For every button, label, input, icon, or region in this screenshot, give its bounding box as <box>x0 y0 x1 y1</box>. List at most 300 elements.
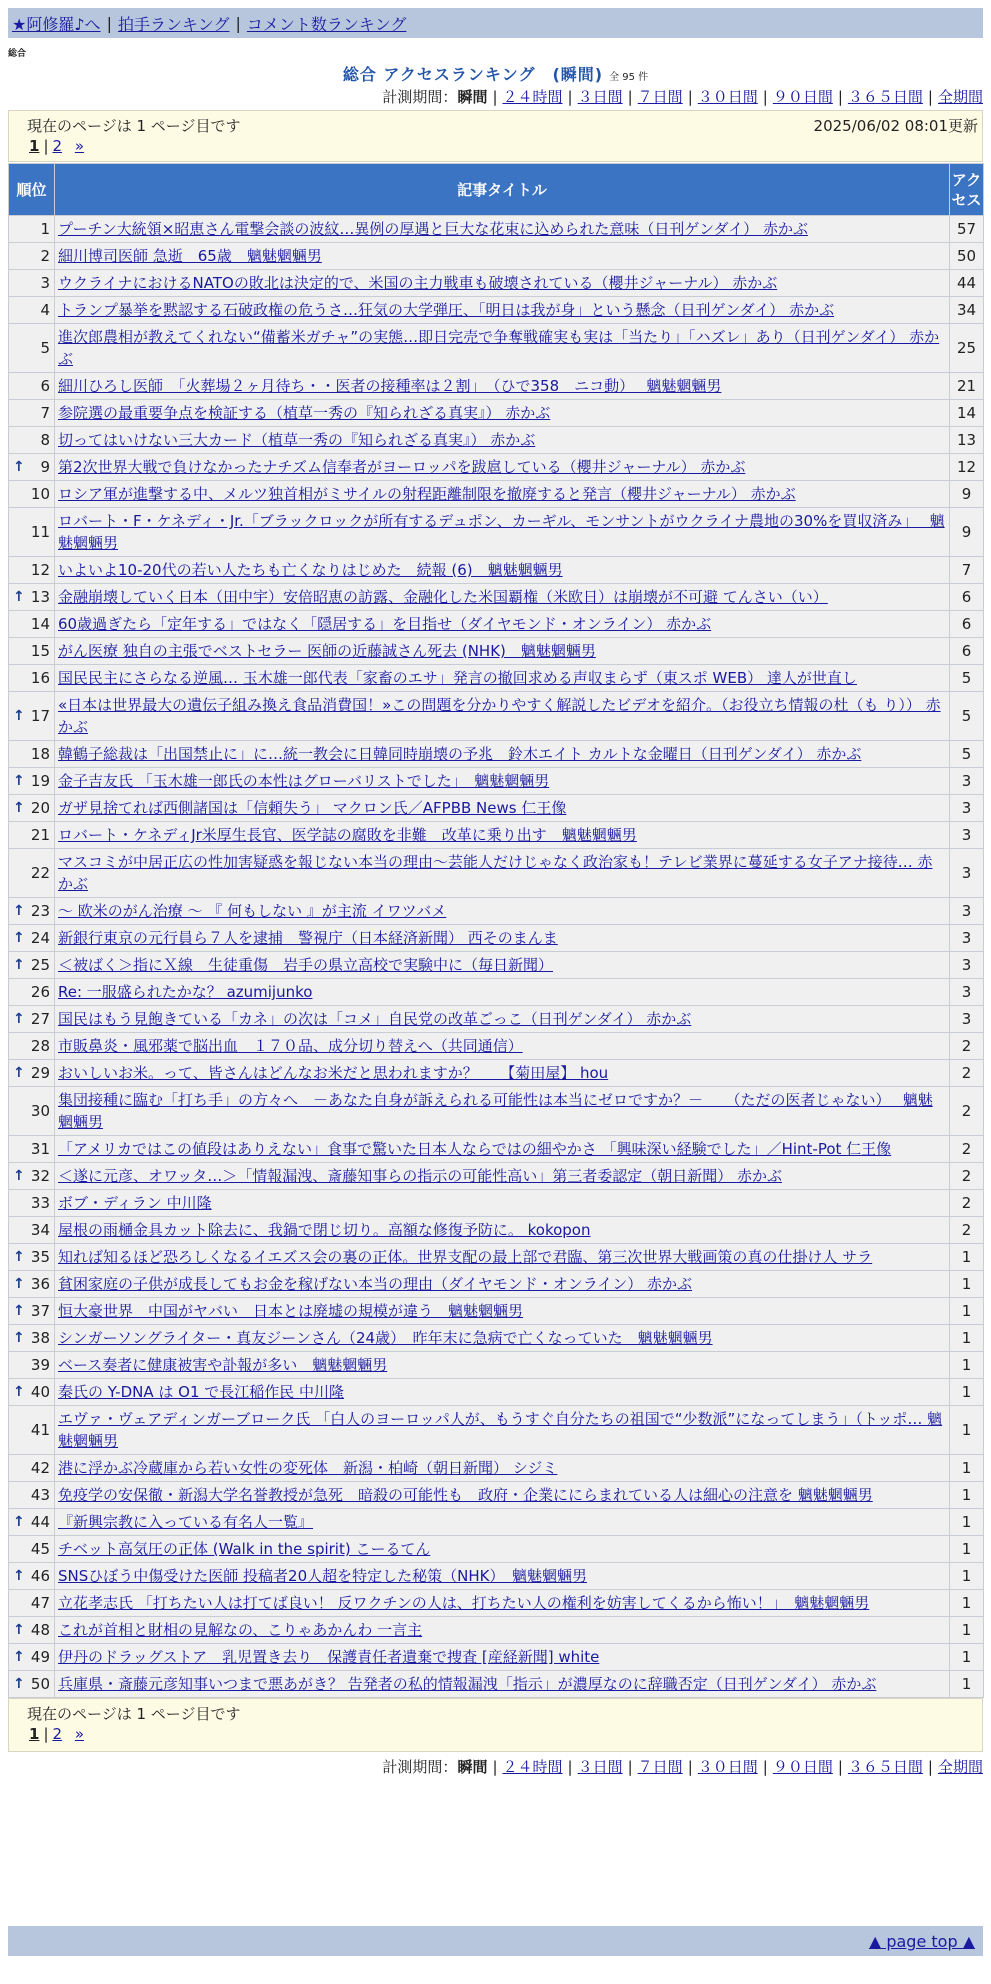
table-row <box>9 216 984 243</box>
period-separator: | <box>837 1758 843 1776</box>
title-cell <box>55 925 950 952</box>
table-row <box>9 1563 984 1590</box>
title-cell <box>55 741 950 768</box>
nav-separator: | <box>235 13 241 33</box>
rank-cell <box>9 1671 55 1698</box>
article-link[interactable]: ＜被ばく＞指にＸ線 生徒重傷 岩手の県立高校で実験中に（毎日新聞） <box>58 956 554 974</box>
rank-number: 2 <box>40 247 50 265</box>
table-row <box>9 1644 984 1671</box>
title-cell <box>55 373 950 400</box>
table-row <box>9 1379 984 1406</box>
article-link[interactable]: 第2次世界大戦で負けなかったナチズム信奉者がヨーロッパを跋扈している（櫻井ジャーナル） 赤かぶ <box>58 458 746 476</box>
rank-up-arrow-icon: ↑ <box>13 1168 25 1184</box>
rank-number: 25 <box>30 956 50 974</box>
rank-up-arrow-icon: ↑ <box>13 1249 25 1265</box>
access-count: 1 <box>950 1455 984 1482</box>
title-cell <box>55 952 950 979</box>
title-cell <box>55 1163 950 1190</box>
rank-number: 38 <box>30 1329 50 1347</box>
rank-number: 15 <box>30 642 50 660</box>
rank-cell <box>9 1087 55 1136</box>
period-link[interactable]: ７日間 <box>637 88 683 106</box>
article-link[interactable]: 細川ひろし医師 「火葬場２ヶ月待ち・・医者の接種率は２割」 （ひで358 ニコ動） 魑魅魍魎男 <box>58 377 722 395</box>
rank-cell <box>9 584 55 611</box>
rank-number: 36 <box>30 1275 50 1293</box>
title-cell <box>55 324 950 373</box>
period-separator: | <box>687 1758 693 1776</box>
comment-ranking-link[interactable]: コメント数ランキング <box>246 14 407 34</box>
rank-number: 19 <box>30 772 50 790</box>
article-link[interactable]: チベット高気圧の正体 (Walk in the spirit) こーるてん <box>58 1540 431 1558</box>
table-row <box>9 1352 984 1379</box>
title-cell <box>55 822 950 849</box>
access-count: 50 <box>950 243 984 270</box>
article-link[interactable]: 知れば知るほど恐ろしくなるイエズス会の裏の正体。世界支配の最上部で君臨、第三次世界大戦画策の真の仕掛け人 サラ <box>58 1248 873 1266</box>
table-row <box>9 1217 984 1244</box>
rank-cell <box>9 1271 55 1298</box>
page-1-current: 1 <box>29 137 40 155</box>
period-separator: | <box>627 88 633 106</box>
table-row <box>9 849 984 898</box>
access-count: 5 <box>950 692 984 741</box>
rank-up-arrow-icon: ↑ <box>13 1514 25 1530</box>
period-link[interactable]: ９０日間 <box>772 88 833 106</box>
top-nav-bar <box>8 8 983 38</box>
rank-number: 32 <box>30 1167 50 1185</box>
rank-number: 18 <box>30 745 50 763</box>
article-link[interactable]: 「アメリカではこの値段はありえない」食事で驚いた日本人ならではの細やかさ 「興味深い経験でした」／Hint-Pot 仁王像 <box>58 1140 892 1158</box>
rank-up-arrow-icon: ↑ <box>13 589 25 605</box>
rank-cell <box>9 216 55 243</box>
table-row <box>9 1271 984 1298</box>
rank-up-arrow-icon: ↑ <box>13 1303 25 1319</box>
article-link[interactable]: ウクライナにおけるNATOの敗北は決定的で、米国の主力戦車も破壊されている（櫻井ジャーナル） 赤かぶ <box>58 274 778 292</box>
period-link[interactable]: 全期間 <box>937 1758 983 1776</box>
rank-cell <box>9 898 55 925</box>
rank-cell <box>9 1217 55 1244</box>
table-row <box>9 822 984 849</box>
table-row <box>9 1298 984 1325</box>
rank-cell <box>9 270 55 297</box>
article-link[interactable]: おいしいお米。って、皆さんはどんなお米だと思われますか？ 【菊田屋】 hou <box>58 1064 609 1082</box>
article-link[interactable]: 国民民主にさらなる逆風… 玉木雄一郎代表「家畜のエサ」発言の撤回求める声収まらず（東スポ WEB） 達人が世直し <box>58 669 857 687</box>
title-cell <box>55 454 950 481</box>
page-info-box <box>8 110 983 162</box>
period-current: 瞬間 <box>457 88 488 106</box>
rank-number: 46 <box>30 1567 50 1585</box>
period-link[interactable]: ３６５日間 <box>847 1758 923 1776</box>
article-link[interactable]: ＜遂に元彦、オワッタ…＞「情報漏洩、斎藤知事らの指示の可能性高い」第三者委認定（朝日新聞） 赤かぶ <box>58 1167 783 1185</box>
title-cell <box>55 979 950 1006</box>
period-link[interactable]: 全期間 <box>937 88 983 106</box>
access-count: 1 <box>950 1406 984 1455</box>
rank-number: 8 <box>40 431 50 449</box>
table-row <box>9 1163 984 1190</box>
clap-ranking-link[interactable]: 拍手ランキング <box>117 14 230 34</box>
rank-up-arrow-icon: ↑ <box>13 1622 25 1638</box>
access-count: 57 <box>950 216 984 243</box>
rank-cell <box>9 692 55 741</box>
period-separator: | <box>567 88 573 106</box>
article-link[interactable]: ガザ見捨てれば西側諸国は「信頼失う」 マクロン氏／AFPBB News 仁王像 <box>58 799 567 817</box>
rank-number: 39 <box>30 1356 50 1374</box>
period-selector <box>382 86 983 107</box>
ranking-title: 総合 アクセスランキング (瞬間) <box>342 65 604 84</box>
rank-number: 21 <box>30 826 50 844</box>
rank-cell <box>9 481 55 508</box>
rank-number: 33 <box>30 1194 50 1212</box>
article-link[interactable]: 免疫学の安保徹・新潟大学名誉教授が急死 暗殺の可能性も 政府・企業ににらまれている人は細心の注意を 魑魅魍魎男 <box>58 1486 873 1504</box>
access-count: 9 <box>950 508 984 557</box>
rank-up-arrow-icon: ↑ <box>13 1649 25 1665</box>
access-count: 5 <box>950 741 984 768</box>
rank-cell <box>9 1617 55 1644</box>
table-row <box>9 741 984 768</box>
rank-up-arrow-icon: ↑ <box>13 459 25 475</box>
article-link[interactable]: プーチン大統領×昭恵さん電撃会談の波紋…異例の厚遇と巨大な花束に込められた意味（日刊ゲンダイ） 赤かぶ <box>58 220 808 238</box>
period-link[interactable]: ３日間 <box>577 88 623 106</box>
rank-cell <box>9 665 55 692</box>
access-count: 1 <box>950 1482 984 1509</box>
access-count: 3 <box>950 795 984 822</box>
rank-up-arrow-icon: ↑ <box>13 773 25 789</box>
article-link[interactable]: 切ってはいけない三大カード（植草一秀の『知られざる真実』） 赤かぶ <box>58 431 536 449</box>
title-cell <box>55 1033 950 1060</box>
table-row <box>9 768 984 795</box>
article-link[interactable]: 恒大豪世界 中国がヤバい 日本とは廃墟の規模が違う 魑魅魍魎男 <box>58 1302 524 1320</box>
article-link[interactable]: 伊丹のドラッグストア 乳児置き去り 保護責任者遺棄で捜査 [産経新聞] white <box>58 1648 600 1666</box>
access-count: 1 <box>950 1671 984 1698</box>
rank-cell <box>9 243 55 270</box>
period-link[interactable]: ７日間 <box>637 1758 683 1776</box>
table-row <box>9 1087 984 1136</box>
title-cell <box>55 1509 950 1536</box>
period-separator: | <box>927 88 933 106</box>
next-page-link[interactable]: » <box>74 1725 85 1743</box>
article-link[interactable]: ボブ・ディラン 中川隆 <box>58 1194 212 1212</box>
rank-up-arrow-icon: ↑ <box>13 1276 25 1292</box>
rank-cell <box>9 454 55 481</box>
rank-number: 16 <box>30 669 50 687</box>
rank-cell <box>9 768 55 795</box>
article-link[interactable]: 60歳過ぎたら「定年する」ではなく「隠居する」を目指せ（ダイヤモンド・オンライン） 赤かぶ <box>58 615 712 633</box>
rank-up-arrow-icon: ↑ <box>13 957 25 973</box>
pagination: 1 | 2 » <box>29 1725 85 1743</box>
rank-up-arrow-icon: ↑ <box>13 903 25 919</box>
title-cell <box>55 1455 950 1482</box>
rank-number: 24 <box>30 929 50 947</box>
title-cell <box>55 1060 950 1087</box>
article-link[interactable]: 貧困家庭の子供が成長してもお金を稼げない本当の理由（ダイヤモンド・オンライン） 赤かぶ <box>58 1275 693 1293</box>
access-count: 1 <box>950 1244 984 1271</box>
pagination: 1 | 2 » <box>29 137 85 155</box>
table-row <box>9 1006 984 1033</box>
table-row <box>9 454 984 481</box>
period-link[interactable]: ３日間 <box>577 1758 623 1776</box>
rank-number: 34 <box>30 1221 50 1239</box>
title-cell <box>55 1563 950 1590</box>
rank-cell <box>9 297 55 324</box>
rank-cell <box>9 1060 55 1087</box>
table-row <box>9 373 984 400</box>
period-separator: | <box>492 88 498 106</box>
article-link[interactable]: ～ 欧米のがん治療 ～ 『 何もしない 』が主流 イワツバメ <box>58 902 447 920</box>
article-link[interactable]: ロバート・F・ケネディ・Jr.「ブラックロックが所有するデュポン、カーギル、モンサントがウクライナ農地の30%を買収済み」 魑魅魍魎男 <box>58 512 945 552</box>
rank-number: 45 <box>30 1540 50 1558</box>
article-link[interactable]: いよいよ10-20代の若い人たちも亡くなりはじめた 続報 (6) 魑魅魍魎男 <box>58 561 563 579</box>
rank-cell <box>9 1455 55 1482</box>
rank-number: 40 <box>30 1383 50 1401</box>
title-cell <box>55 1298 950 1325</box>
article-link[interactable]: これが首相と財相の見解なの、こりゃあかんわ 一言主 <box>58 1621 423 1639</box>
rank-up-arrow-icon: ↑ <box>13 1384 25 1400</box>
title-cell <box>55 1617 950 1644</box>
period-link[interactable]: ２４時間 <box>502 88 563 106</box>
title-cell <box>55 243 950 270</box>
article-link[interactable]: «日本は世界最大の遺伝子組み換え食品消費国！»この問題を分かりやすく解説したビデオを紹介。（お役立ち情報の杜（も り）） 赤かぶ <box>58 696 941 736</box>
article-link[interactable]: ロバート・ケネディJr米厚生長官、医学誌の腐敗を非難 改革に乗り出す 魑魅魍魎男 <box>58 826 637 844</box>
rank-number: 43 <box>30 1486 50 1504</box>
period-separator: | <box>687 88 693 106</box>
current-page-text: 現在のページは 1 ページ目です <box>27 1705 241 1723</box>
access-count: 3 <box>950 1006 984 1033</box>
article-link[interactable]: 集団接種に臨む「打ち手」の方々へ －あなた自身が訴えられる可能性は本当にゼロですか？－ （ただの医者じゃない） 魑魅魍魎男 <box>58 1091 933 1131</box>
access-count: 2 <box>950 1163 984 1190</box>
article-link[interactable]: 細川博司医師 急逝 65歳 魑魅魍魎男 <box>58 247 322 265</box>
access-count: 1 <box>950 1563 984 1590</box>
access-count: 1 <box>950 1352 984 1379</box>
rank-cell <box>9 557 55 584</box>
rank-number: 50 <box>30 1675 50 1693</box>
title-cell <box>55 1006 950 1033</box>
rank-cell <box>9 795 55 822</box>
rank-number: 44 <box>30 1513 50 1531</box>
rank-cell <box>9 1190 55 1217</box>
article-link[interactable]: Re: 一服盛られたかな？ azumijunko <box>58 983 313 1001</box>
period-selector-bottom <box>382 1756 983 1777</box>
table-row <box>9 508 984 557</box>
page-info-box-bottom <box>8 1698 983 1752</box>
title-cell <box>55 584 950 611</box>
article-link[interactable]: マスコミが中居正広の性加害疑惑を報じない本当の理由～芸能人だけじゃなく政治家も！テレビ業界に蔓延する女子アナ接待… 赤かぶ <box>58 853 933 893</box>
rank-number: 13 <box>30 588 50 606</box>
rank-cell <box>9 1352 55 1379</box>
table-row <box>9 1617 984 1644</box>
rank-number: 12 <box>30 561 50 579</box>
rank-up-arrow-icon: ↑ <box>13 930 25 946</box>
rank-cell <box>9 1563 55 1590</box>
article-link[interactable]: 立花孝志氏 「打ちたい人は打てば良い！ 反ワクチンの人は、打ちたい人の権利を妨害してくるから怖い！」 魑魅魍魎男 <box>58 1594 870 1612</box>
page-2-link[interactable]: 2 <box>52 137 63 155</box>
item-count: 全 95 件 <box>609 72 649 83</box>
rank-number: 23 <box>30 902 50 920</box>
article-link[interactable]: 兵庫県・斎藤元彦知事いつまで悪あがき？ 告発者の私的情報漏洩「指示」が濃厚なのに辞職否定（日刊ゲンダイ） 赤かぶ <box>58 1675 877 1693</box>
rank-cell <box>9 1406 55 1455</box>
access-count: 3 <box>950 849 984 898</box>
title-cell <box>55 898 950 925</box>
title-cell <box>55 665 950 692</box>
table-row <box>9 925 984 952</box>
page-top-link[interactable]: ▲ page top ▲ <box>868 1932 975 1951</box>
article-link[interactable]: シンガーソングライター・真友ジーンさん（24歳） 昨年末に急病で亡くなっていた 魑魅魍魎男 <box>58 1329 713 1347</box>
period-separator: | <box>567 1758 573 1776</box>
rank-number: 49 <box>30 1648 50 1666</box>
page-title <box>0 62 991 85</box>
table-row <box>9 400 984 427</box>
table-row <box>9 1325 984 1352</box>
rank-number: 28 <box>30 1037 50 1055</box>
rank-cell <box>9 373 55 400</box>
table-row <box>9 1033 984 1060</box>
rank-number: 42 <box>30 1459 50 1477</box>
article-link[interactable]: 市販鼻炎・風邪薬で脳出血 １７０品、成分切り替えへ（共同通信） <box>58 1037 523 1055</box>
access-count: 1 <box>950 1536 984 1563</box>
period-separator: | <box>492 1758 498 1776</box>
table-row <box>9 1671 984 1698</box>
period-link[interactable]: ３０日間 <box>697 88 758 106</box>
access-count: 34 <box>950 297 984 324</box>
title-cell <box>55 1644 950 1671</box>
rank-cell <box>9 1644 55 1671</box>
title-cell <box>55 768 950 795</box>
article-link[interactable]: 金融崩壊していく日本（田中宇）安倍昭恵の訪露、金融化した米国覇権（米欧日）は崩壊が不可避 てんさい（い） <box>58 588 828 606</box>
table-row <box>9 557 984 584</box>
article-link[interactable]: 屋根の雨樋金具カット除去に、我鍋で閉じ切り。高額な修復予防に。 kokopon <box>58 1221 591 1239</box>
article-link[interactable]: 新銀行東京の元行員ら７人を逮捕 警視庁（日本経済新聞） 西そのまんま <box>58 929 558 947</box>
rank-number: 17 <box>30 707 50 725</box>
title-cell <box>55 1352 950 1379</box>
table-row <box>9 1406 984 1455</box>
rank-number: 35 <box>30 1248 50 1266</box>
title-cell <box>55 1190 950 1217</box>
rank-cell <box>9 1590 55 1617</box>
article-link[interactable]: SNSひぼう中傷受けた医師 投稿者20人超を特定した秘策（NHK） 魑魅魍魎男 <box>58 1567 587 1585</box>
table-row <box>9 1455 984 1482</box>
title-cell <box>55 216 950 243</box>
access-count: 6 <box>950 611 984 638</box>
table-row <box>9 692 984 741</box>
period-separator: | <box>927 1758 933 1776</box>
title-cell <box>55 692 950 741</box>
period-link[interactable]: ９０日間 <box>772 1758 833 1776</box>
rank-cell <box>9 849 55 898</box>
article-link[interactable]: 参院選の最重要争点を検証する（植草一秀の『知られざる真実』） 赤かぶ <box>58 404 551 422</box>
article-link[interactable]: ベース奏者に健康被害や訃報が多い 魑魅魍魎男 <box>58 1356 388 1374</box>
table-row <box>9 1509 984 1536</box>
table-row <box>9 324 984 373</box>
access-count: 9 <box>950 481 984 508</box>
table-row <box>9 898 984 925</box>
page-2-link[interactable]: 2 <box>52 1725 63 1743</box>
title-cell <box>55 1325 950 1352</box>
article-link[interactable]: ロシア軍が進撃する中、メルツ独首相がミサイルの射程距離制限を撤廃すると発言（櫻井ジャーナル） 赤かぶ <box>58 485 796 503</box>
access-count: 25 <box>950 324 984 373</box>
access-count: 1 <box>950 1271 984 1298</box>
period-link[interactable]: ２４時間 <box>502 1758 563 1776</box>
article-link[interactable]: がん医療 独自の主張でベストセラー 医師の近藤誠さん死去 (NHK) 魑魅魍魎男 <box>58 642 596 660</box>
rank-number: 29 <box>30 1064 50 1082</box>
rank-number: 9 <box>40 458 50 476</box>
table-row <box>9 1482 984 1509</box>
article-link[interactable]: トランプ暴挙を黙認する石破政権の危うさ…狂気の大学弾圧、「明日は我が身」という懸念（日刊ゲンダイ） 赤かぶ <box>58 301 835 319</box>
access-count: 6 <box>950 638 984 665</box>
rank-cell <box>9 1482 55 1509</box>
title-cell <box>55 508 950 557</box>
rank-cell <box>9 324 55 373</box>
title-cell <box>55 1136 950 1163</box>
article-link[interactable]: 秦氏の Y-DNA は O1 で長江稲作民 中川隆 <box>58 1383 345 1401</box>
rank-number: 27 <box>30 1010 50 1028</box>
article-link[interactable]: エヴァ・ヴェアディンガーブローク氏 「白人のヨーロッパ人が、もうすぐ自分たちの祖国で“少数派”になってしまう」（トッポ… 魑魅魍魎男 <box>58 1410 943 1450</box>
rank-cell <box>9 611 55 638</box>
access-count: 1 <box>950 1644 984 1671</box>
access-count: 3 <box>950 898 984 925</box>
table-row <box>9 611 984 638</box>
access-count: 14 <box>950 400 984 427</box>
title-cell <box>55 1271 950 1298</box>
access-count: 3 <box>950 979 984 1006</box>
access-count: 2 <box>950 1136 984 1163</box>
period-current: 瞬間 <box>457 1758 488 1776</box>
table-row <box>9 1536 984 1563</box>
title-cell <box>55 1244 950 1271</box>
article-link[interactable]: 金子吉友氏 「玉木雄一郎氏の本性はグローバリストでした」 魑魅魍魎男 <box>58 772 550 790</box>
article-link[interactable]: 国民はもう見飽きている「カネ」の次は「コメ」自民党の改革ごっこ（日刊ゲンダイ） 赤かぶ <box>58 1010 692 1028</box>
rank-number: 41 <box>30 1421 50 1439</box>
rank-cell <box>9 1006 55 1033</box>
rank-up-arrow-icon: ↑ <box>13 708 25 724</box>
table-row <box>9 795 984 822</box>
period-label: 計測期間： <box>382 88 458 106</box>
next-page-link[interactable]: » <box>74 137 85 155</box>
period-link[interactable]: ３０日間 <box>697 1758 758 1776</box>
access-count: 7 <box>950 557 984 584</box>
rank-cell <box>9 400 55 427</box>
table-row <box>9 1136 984 1163</box>
table-row <box>9 1244 984 1271</box>
rank-cell <box>9 822 55 849</box>
access-count: 13 <box>950 427 984 454</box>
rank-cell <box>9 952 55 979</box>
table-row <box>9 481 984 508</box>
rank-up-arrow-icon: ↑ <box>13 1676 25 1692</box>
access-count: 12 <box>950 454 984 481</box>
period-separator: | <box>627 1758 633 1776</box>
rank-cell <box>9 1136 55 1163</box>
title-cell <box>55 427 950 454</box>
rank-cell <box>9 1298 55 1325</box>
rank-number: 30 <box>30 1102 50 1120</box>
rank-number: 20 <box>30 799 50 817</box>
table-row <box>9 1590 984 1617</box>
article-link[interactable]: 進次郎農相が教えてくれない“備蓄米ガチャ”の実態…即日完売で争奪戦確実も実は「当たり」「ハズレ」あり（日刊ゲンダイ） 赤かぶ <box>58 328 940 368</box>
title-cell <box>55 1087 950 1136</box>
title-cell <box>55 1482 950 1509</box>
article-link[interactable]: 港に浮かぶ冷蔵庫から若い女性の変死体 新潟・柏崎（朝日新聞） シジミ <box>58 1459 558 1477</box>
article-link[interactable]: 韓鶴子総裁は「出国禁止に」に…統一教会に日韓同時崩壊の予兆 鈴木エイト カルトな金曜日（日刊ゲンダイ） 赤かぶ <box>58 745 862 763</box>
access-count: 1 <box>950 1325 984 1352</box>
title-cell <box>55 297 950 324</box>
category-tag: 総合 <box>8 49 27 59</box>
rank-cell <box>9 427 55 454</box>
article-link[interactable]: 『新興宗教に入っている有名人一覧』 <box>58 1513 314 1531</box>
bottom-bar <box>8 1926 983 1956</box>
nav-separator: | <box>106 13 112 33</box>
table-row <box>9 979 984 1006</box>
period-link[interactable]: ３６５日間 <box>847 88 923 106</box>
home-link[interactable]: ★阿修羅♪へ <box>12 14 101 34</box>
rank-cell <box>9 1244 55 1271</box>
